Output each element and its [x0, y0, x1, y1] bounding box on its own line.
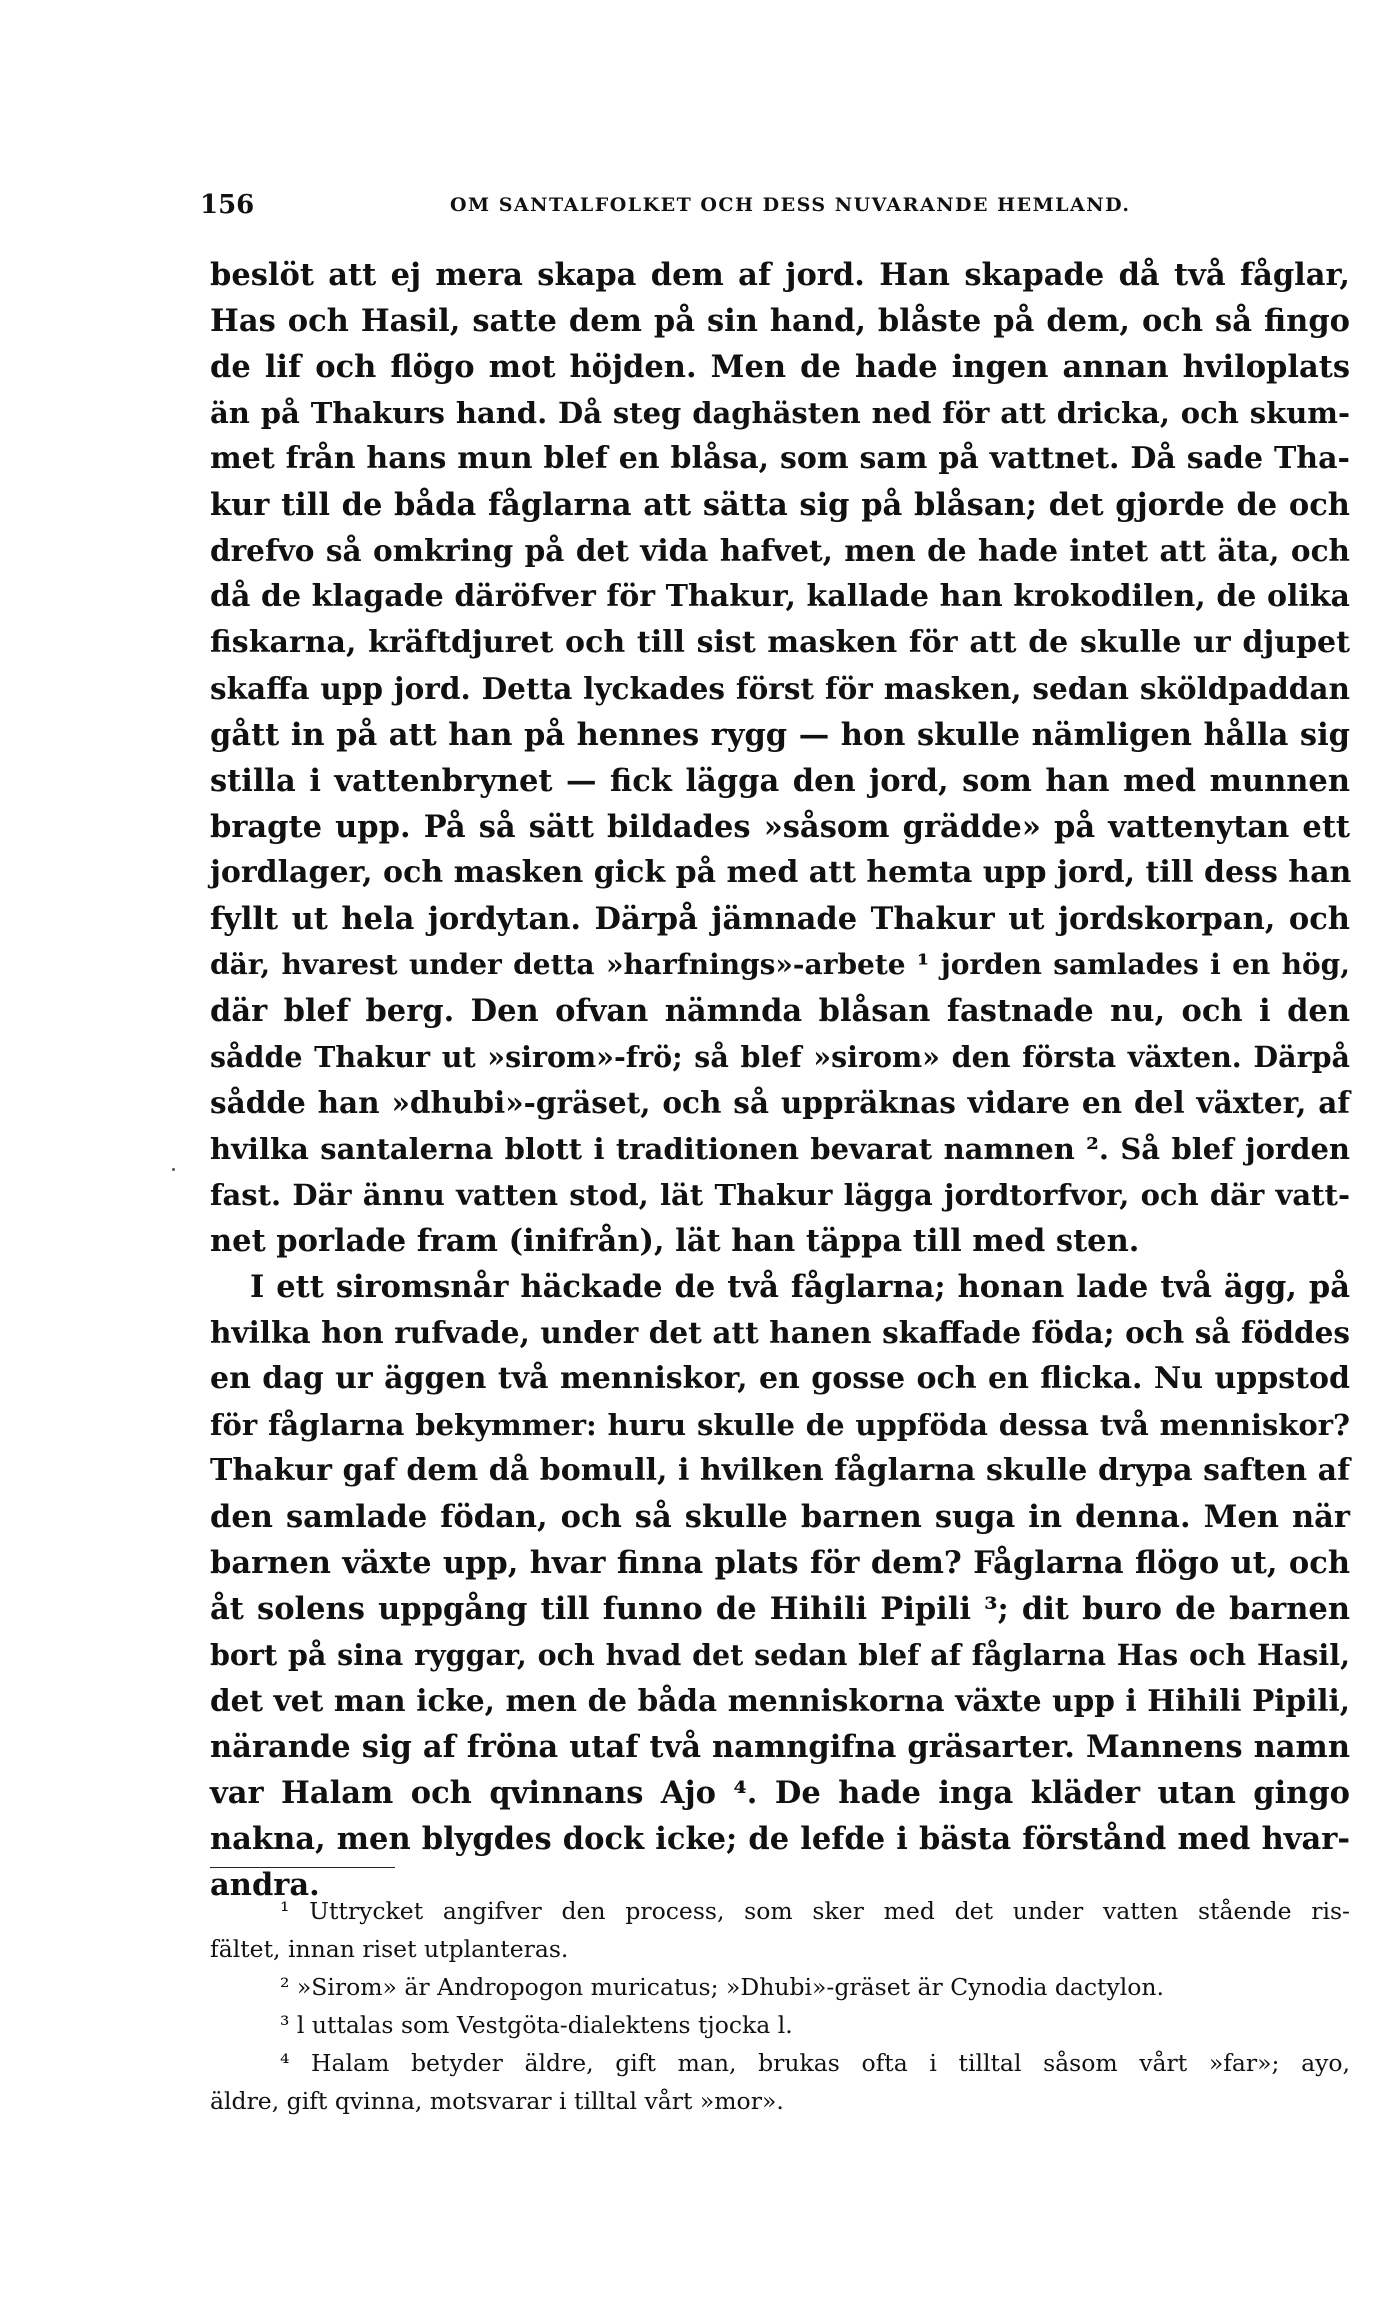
text-line: bragte upp. På så sätt bildades »såsom grädde» på vattenytan ett: [210, 809, 1350, 845]
text-line: andra.: [210, 1867, 320, 1903]
main-text: [210, 252, 1350, 1908]
text-line: då de klagade däröfver för Thakur, kallade han krokodilen, de olika: [210, 579, 1350, 614]
page-number: 156: [200, 190, 255, 220]
footnote-line: ² »Sirom» är Andropogon muricatus; »Dhubi»-gräset är Cynodia dactylon.: [280, 1973, 1165, 2001]
text-line: det vet man icke, men de båda menniskorna växte upp i Hihili Pipili,: [210, 1683, 1350, 1718]
text-line: fiskarna, kräftdjuret och till sist masken för att de skulle ur djupet: [210, 625, 1350, 660]
footnotes: [210, 1892, 1350, 2120]
footnote-line: ¹ Uttrycket angifver den process, som sker med det under vatten stående ris-: [280, 1897, 1350, 1925]
running-head: OM SANTALFOLKET OCH DESS NUVARANDE HEMLAND.: [450, 194, 1131, 216]
text-line: stilla i vattenbrynet — fick lägga den jord, som han med munnen: [210, 763, 1350, 799]
text-line: fyllt ut hela jordytan. Därpå jämnade Thakur ut jordskorpan, och: [210, 901, 1350, 937]
text-line: gått in på att han på hennes rygg — hon skulle nämligen hålla sig: [210, 717, 1350, 753]
text-line: I ett siromsnår häckade de två fåglarna; honan lade två ägg, på: [250, 1269, 1350, 1305]
text-line: sådde Thakur ut »sirom»-frö; så blef »sirom» den första växten. Därpå: [210, 1040, 1350, 1074]
text-line: beslöt att ej mera skapa dem af jord. Han skapade då två fåglar,: [210, 257, 1350, 293]
text-line: där, hvarest under detta »harfnings»-arbete ¹ jorden samlades i en hög,: [210, 948, 1350, 981]
text-line: för fåglarna bekymmer: huru skulle de uppföda dessa två menniskor?: [210, 1408, 1350, 1442]
footnote-line: ³ l uttalas som Vestgöta-dialektens tjocka l.: [280, 2011, 793, 2039]
text-line: skaffa upp jord. Detta lyckades först för masken, sedan sköldpaddan: [210, 671, 1350, 706]
text-line: barnen växte upp, hvar finna plats för dem? Fåglarna flögo ut, och: [210, 1545, 1350, 1581]
text-line: jordlager, och masken gick på med att hemta upp jord, till dess han: [210, 855, 1352, 890]
text-line: en dag ur äggen två menniskor, en gosse och en flicka. Nu uppstod: [210, 1361, 1350, 1396]
text-line: där blef berg. Den ofvan nämnda blåsan fastnade nu, och i den: [210, 993, 1350, 1029]
margin-speck: [172, 1168, 175, 1171]
text-line: hvilka hon rufvade, under det att hanen skaffade föda; och så föddes: [210, 1315, 1350, 1350]
footnote-line: fältet, innan riset utplanteras.: [210, 1935, 569, 1963]
text-line: hvilka santalerna blott i traditionen bevarat namnen ². Så blef jorden: [210, 1132, 1350, 1166]
text-line: Thakur gaf dem då bomull, i hvilken fåglarna skulle drypa saften af: [210, 1453, 1350, 1488]
text-line: net porlade fram (inifrån), lät han täppa till med sten.: [210, 1223, 1140, 1259]
text-line: de lif och flögo mot höjden. Men de hade ingen annan hviloplats: [210, 349, 1350, 385]
text-line: met från hans mun blef en blåsa, som sam på vattnet. Då sade Tha-: [210, 441, 1350, 476]
page-header: [200, 190, 1350, 230]
text-line: nakna, men blygdes dock icke; de lefde i bästa förstånd med hvar-: [210, 1821, 1350, 1857]
text-line: kur till de båda fåglarna att sätta sig på blåsan; det gjorde de och: [210, 487, 1350, 523]
footnote-divider: [210, 1867, 395, 1868]
text-line: närande sig af fröna utaf två namngifna gräsarter. Mannens namn: [210, 1729, 1350, 1765]
text-line: än på Thakurs hand. Då steg daghästen ned för att dricka, och skum-: [210, 396, 1350, 430]
text-line: sådde han »dhubi»-gräset, och så uppräknas vidare en del växter, af: [210, 1085, 1350, 1120]
text-line: var Halam och qvinnans Ajo ⁴. De hade inga kläder utan gingo: [210, 1775, 1350, 1811]
text-line: drefvo så omkring på det vida hafvet, men de hade intet att äta, och: [210, 533, 1350, 568]
text-line: bort på sina ryggar, och hvad det sedan blef af fåglarna Has och Hasil,: [210, 1638, 1350, 1672]
text-line: Has och Hasil, satte dem på sin hand, blåste på dem, och så fingo: [210, 303, 1350, 339]
footnote-line: ⁴ Halam betyder äldre, gift man, brukas ofta i tilltal såsom vårt »far»; ayo,: [280, 2049, 1350, 2077]
text-line: den samlade födan, och så skulle barnen suga in denna. Men när: [210, 1499, 1350, 1535]
text-line: åt solens uppgång till funno de Hihili Pipili ³; dit buro de barnen: [210, 1591, 1350, 1627]
text-line: fast. Där ännu vatten stod, lät Thakur lägga jordtorfvor, och där vatt-: [210, 1178, 1350, 1212]
footnote-line: äldre, gift qvinna, motsvarar i tilltal vårt »mor».: [210, 2087, 784, 2115]
